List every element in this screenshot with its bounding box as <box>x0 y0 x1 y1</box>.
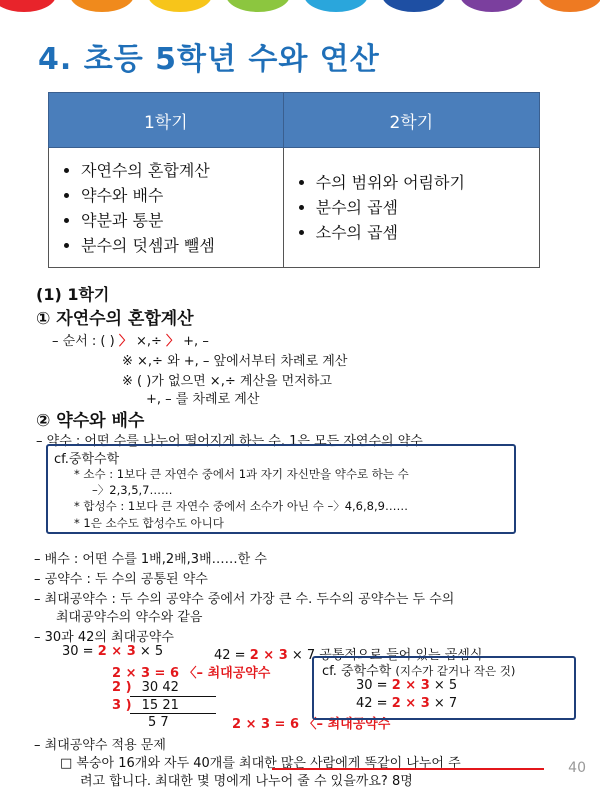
semester-table <box>48 92 540 268</box>
problem-text: □ 복숭아 16개와 자두 40개를 최대한 많은 사람에게 똑같이 나누어 주 <box>60 756 461 771</box>
definition-text: – 배수 : 어떤 수를 1배,2배,3배……한 수 <box>34 552 267 567</box>
subsection-heading: ② 약수와 배수 <box>36 411 145 431</box>
color-dot <box>304 0 368 12</box>
cf2-title-text: cf. 중학수학 <box>322 664 392 679</box>
color-dot <box>70 0 134 12</box>
example-title: – 30과 42의 최대공약수 <box>34 630 174 645</box>
divisor: 3 ) <box>112 698 132 713</box>
cf2-equation <box>356 678 457 693</box>
equation-30 <box>62 644 163 659</box>
semester2-header: 2학기 <box>283 93 539 148</box>
equation-highlight: 2 × 3 <box>97 644 136 659</box>
color-dot <box>0 0 56 12</box>
problem-title: – 최대공약수 적용 문제 <box>34 738 166 753</box>
division-row <box>112 698 179 713</box>
cf2-equation <box>356 696 457 711</box>
cf-text: –〉2,3,5,7…… <box>92 483 173 497</box>
definition-text: – 공약수 : 두 수의 공통된 약수 <box>34 572 208 587</box>
division-line <box>130 696 216 697</box>
division-row <box>112 680 179 695</box>
equation-part: 42 = <box>214 648 250 663</box>
list-item: • 수의 범위와 어림하기 <box>316 170 539 195</box>
equation-part: 42 = <box>356 696 392 711</box>
definition-text: – 약수 : 어떤 수를 나누어 떨어지게 하는 수. 1은 모든 자연수의 약수 <box>36 434 423 449</box>
cf-text: * 합성수 : 1보다 큰 자연수 중에서 소수가 아닌 수 –〉4,6,8,9…… <box>74 499 408 513</box>
cf2-note: (지수가 같거나 작은 것) <box>395 664 516 678</box>
order-text: – 순서 : ( ) <box>52 334 119 349</box>
definition-text: 최대공약수의 약수와 같음 <box>56 610 203 625</box>
color-dot <box>226 0 290 12</box>
color-dot <box>382 0 446 12</box>
equation-part: × 7 공통적으로 들어 있는 곱셈식 <box>287 648 483 663</box>
order-arrow: 〉 <box>166 334 180 349</box>
divisor: 2 ) <box>112 680 132 695</box>
list-item: • 분수의 곱셈 <box>316 195 539 220</box>
order-text: ×,÷ <box>131 334 167 349</box>
equation-part: × 7 <box>429 696 458 711</box>
gcd-result: 2 × 3 = 6 〈– 최대공약수 <box>232 717 391 732</box>
order-arrow: 〉 <box>118 334 132 349</box>
list-item: • 소수의 곱셈 <box>316 220 539 245</box>
dividends: 15 21 <box>141 698 179 713</box>
list-item: • 약분과 통분 <box>81 208 283 233</box>
semester1-header: 1학기 <box>49 93 284 148</box>
quotients: 5 7 <box>148 715 169 730</box>
dividends: 30 42 <box>141 680 179 695</box>
order-text: +, – <box>179 334 209 349</box>
cf2-title <box>322 660 515 679</box>
order-line <box>52 330 209 349</box>
list-item: • 자연수의 혼합계산 <box>81 158 283 183</box>
equation-part: × 5 <box>429 678 458 693</box>
cf-title: cf.중학수학 <box>54 452 120 467</box>
problem-text: 려고 합니다. 최대한 몇 명에게 나누어 줄 수 있을까요? 8명 <box>80 774 413 789</box>
cf-text: * 소수 : 1보다 큰 자연수 중에서 1과 자기 자신만을 약수로 하는 수 <box>74 467 409 481</box>
equation-highlight: 2 × 3 <box>249 648 288 663</box>
list-item: • 분수의 덧셈과 뺄셈 <box>81 233 283 258</box>
note-text: ※ ( )가 없으면 ×,÷ 계산을 먼저하고 <box>122 374 332 389</box>
color-dot <box>148 0 212 12</box>
page-number: 40 <box>568 760 586 776</box>
semester1-cell <box>49 148 284 268</box>
page-title: 4. 초등 5학년 수와 연산 <box>38 42 380 77</box>
color-dot <box>460 0 524 12</box>
list-item: • 약수와 배수 <box>81 183 283 208</box>
equation-part: 30 = <box>62 644 98 659</box>
equation-highlight: 2 × 3 <box>391 696 430 711</box>
equation-part: × 5 <box>135 644 164 659</box>
note-text: +, – 를 차례로 계산 <box>146 392 260 407</box>
definition-text: – 최대공약수 : 두 수의 공약수 중에서 가장 큰 수. 두수의 공약수는 두 수의 <box>34 592 455 607</box>
equation-highlight: 2 × 3 <box>391 678 430 693</box>
decorative-color-dots <box>0 0 600 14</box>
subsection-heading: ① 자연수의 혼합계산 <box>36 309 194 329</box>
color-dot <box>538 0 600 12</box>
semester2-cell <box>283 148 539 268</box>
division-line <box>130 713 216 714</box>
section-heading: (1) 1학기 <box>36 285 110 304</box>
gcd-result: 2 × 3 = 6 〈– 최대공약수 <box>112 666 271 681</box>
note-text: ※ ×,÷ 와 +, – 앞에서부터 차례로 계산 <box>122 354 348 369</box>
equation-part: 30 = <box>356 678 392 693</box>
cf-text: * 1은 소수도 합성수도 아니다 <box>74 516 224 530</box>
